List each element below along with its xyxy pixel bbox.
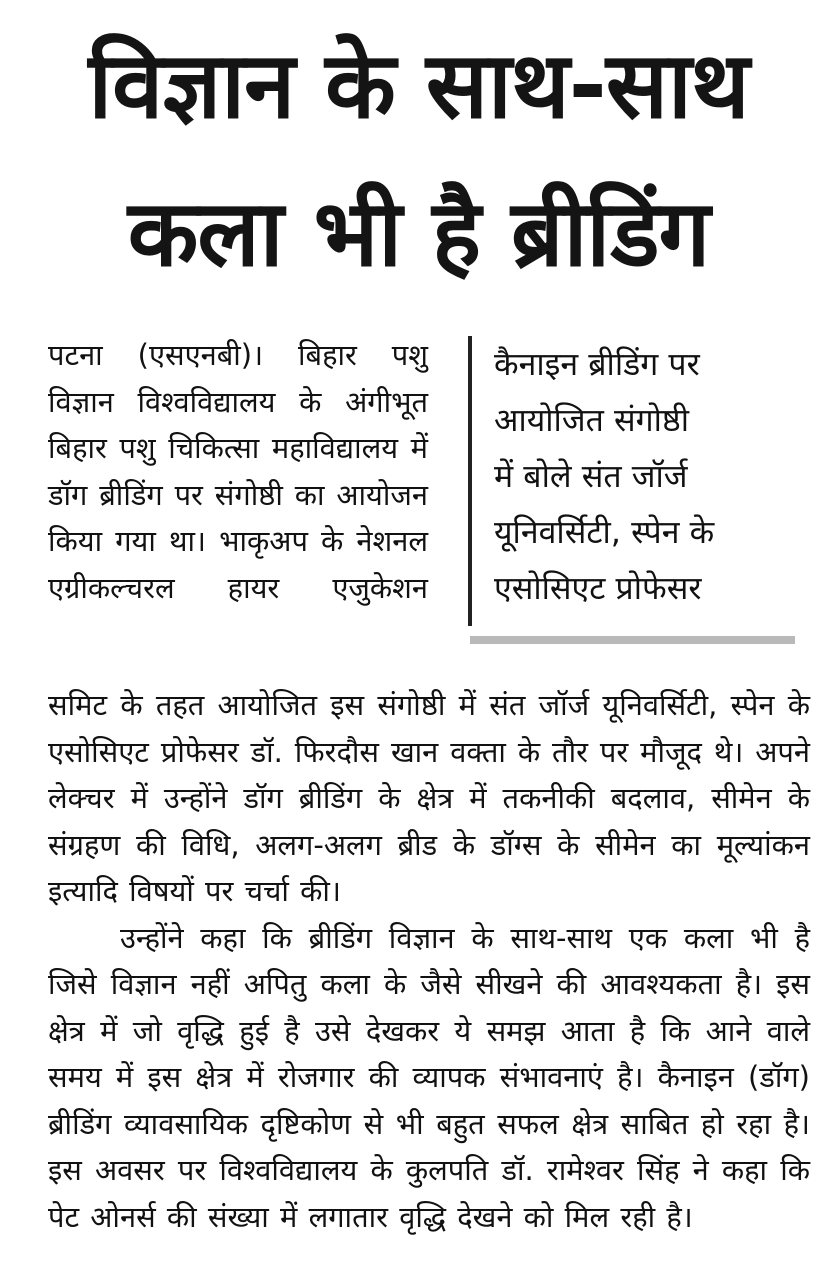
pull-quote-line: यूनिवर्सिटी, स्पेन के	[494, 513, 715, 551]
pull-quote	[468, 336, 798, 626]
headline-line-1: विज्ञान के साथ-साथ	[88, 32, 749, 139]
pull-quote-line: कैनाइन ब्रीडिंग पर	[494, 345, 700, 383]
pull-quote-line: आयोजित संगोष्ठी	[494, 401, 690, 439]
headline-line-2: कला भी है ब्रीडिंग	[127, 180, 710, 287]
lead-paragraph: पटना (एसएनबी)। बिहार पशु विज्ञान विश्वविद्यालय के अंगीभूत बिहार पशु चिकित्सा महाविद्यालय में डॉग ब्रीडिंग पर संगोष्ठी का आयोजन किया गया था। भाकृअप के नेशनल एग्रीकल्चरल हायर एजुकेशन	[48, 338, 428, 605]
article-body	[48, 682, 810, 1240]
lead-column	[48, 332, 428, 611]
paragraph-1-continuation: समिट के तहत आयोजित इस संगोष्ठी में संत जॉर्ज यूनिवर्सिटी, स्पेन के एसोसिएट प्रोफेसर डॉ. फिरदौस खान वक्ता के तौर पर मौजूद थे। अपने लेक्चर में उन्होंने डॉग ब्रीडिंग के क्षेत्र में तकनीकी बदलाव, सीमेन के संग्रहण की विधि, अलग-अलग ब्रीड के डॉग्स के सीमेन का मूल्यांकन इत्यादि विषयों पर चर्चा की।	[48, 688, 810, 908]
paragraph-2: उन्होंने कहा कि ब्रीडिंग विज्ञान के साथ-साथ एक कला भी है जिसे विज्ञान नहीं अपितु कला के जैसे सीखने की आवश्यकता है। इस क्षेत्र में जो वृद्धि हुई है उसे देखकर ये समझ आता है कि आने वाले समय में इस क्षेत्र में रोजगार की व्यापक संभावनाएं है। कैनाइन (डॉग) ब्रीडिंग व्यावसायिक दृष्टिकोण से भी बहुत सफल क्षेत्र साबित हो रहा है। इस अवसर पर विश्वविद्यालय के कुलपति डॉ. रामेश्वर सिंह ने कहा कि पेट ओनर्स की संख्या में लगातार वृद्धि देखने को मिल रही है।	[48, 920, 810, 1234]
pull-quote-line: एसोसिएट प्रोफेसर	[494, 569, 702, 607]
pull-quote-line: में बोले संत जॉर्ज	[494, 457, 688, 495]
article-headline	[0, 12, 837, 308]
pull-quote-divider	[470, 636, 795, 644]
